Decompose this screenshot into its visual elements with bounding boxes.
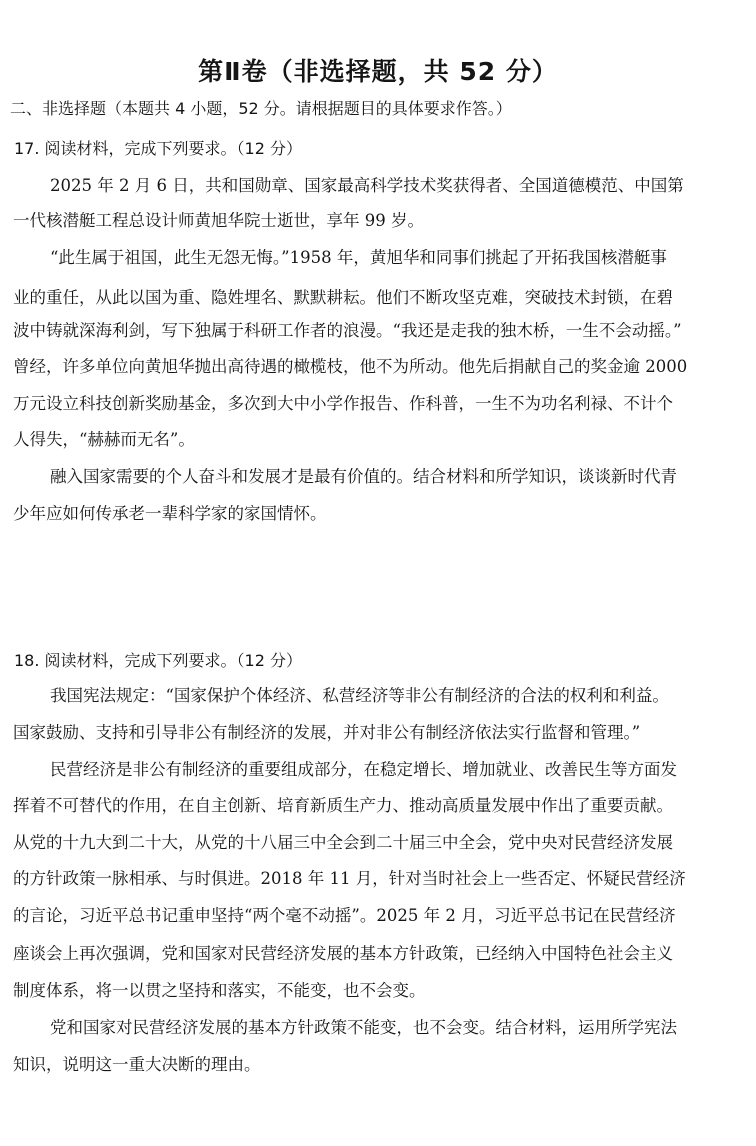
question-17-line: 曾经，许多单位向黄旭华抛出高待遇的橄榄枝，他不为所动。他先后捐献自己的奖金逾 2000 (13, 357, 688, 376)
question-17-line: “此生属于祖国，此生无怨无悔。”1958 年，黄旭华和同事们挑起了开拓我国核潜艇事 (50, 248, 667, 267)
question-17-line: 万元设立科技创新奖励基金，多次到大中小学作报告、作科普，一生不为功名利禄、不计个 (13, 394, 673, 413)
question-18-line: 从党的十九大到二十大，从党的十八届三中全会到二十届三中全会，党中央对民营经济发展 (13, 833, 673, 852)
question-18-line: 的方针政策一脉相承、与时俱进。2018 年 11 月，针对当时社会上一些否定、怀疑民营经济 (13, 869, 686, 888)
question-17-line: 一代核潜艇工程总设计师黄旭华院士逝世，享年 99 岁。 (13, 211, 424, 230)
question-17-line: 人得失，“赫赫而无名”。 (13, 430, 195, 449)
question-17-prompt: 融入国家需要的个人奋斗和发展才是最有价值的。结合材料和所学知识，谈谈新时代青 (50, 467, 677, 486)
question-18-line: 民营经济是非公有制经济的重要组成部分，在稳定增长、增加就业、改善民生等方面发 (50, 760, 677, 779)
section-header: 二、非选择题（本题共 4 小题，52 分。请根据题目的具体要求作答。） (10, 99, 512, 118)
question-17-heading: 17. 阅读材料，完成下列要求。（12 分） (14, 139, 302, 158)
question-18-line: 我国宪法规定：“国家保护个体经济、私营经济等非公有制经济的合法的权利和利益。 (50, 686, 669, 705)
question-18-heading: 18. 阅读材料，完成下列要求。（12 分） (14, 651, 302, 670)
question-18-line: 制度体系，将一以贯之坚持和落实，不能变，也不会变。 (13, 981, 426, 1000)
question-18-line: 座谈会上再次强调，党和国家对民营经济发展的基本方针政策，已经纳入中国特色社会主义 (13, 944, 673, 963)
question-18-line: 国家鼓励、支持和引导非公有制经济的发展，并对非公有制经济依法实行监督和管理。” (13, 723, 641, 742)
question-18-prompt: 知识，说明这一重大决断的理由。 (13, 1055, 261, 1074)
question-18-line: 的言论，习近平总书记重申坚持“两个毫不动摇”。2025 年 2 月，习近平总书记在民营经济 (13, 906, 676, 925)
page-title: 第Ⅱ卷（非选择题，共 52 分） (198, 57, 558, 86)
question-17-line: 业的重任，从此以国为重、隐姓埋名、默默耕耘。他们不断攻坚克难，突破技术封锁，在碧 (13, 288, 673, 307)
question-17-line: 2025 年 2 月 6 日，共和国勋章、国家最高科学技术奖获得者、全国道德模范、中国第 (50, 176, 684, 195)
question-18-line: 挥着不可替代的作用，在自主创新、培育新质生产力、推动高质量发展中作出了重要贡献。 (13, 796, 673, 815)
question-17-line: 波中铸就深海利剑，写下独属于科研工作者的浪漫。“我还是走我的独木桥，一生不会动摇。” (13, 321, 682, 340)
question-18-prompt: 党和国家对民营经济发展的基本方针政策不能变，也不会变。结合材料，运用所学宪法 (50, 1018, 677, 1037)
question-17-prompt: 少年应如何传承老一辈科学家的家国情怀。 (13, 504, 327, 523)
